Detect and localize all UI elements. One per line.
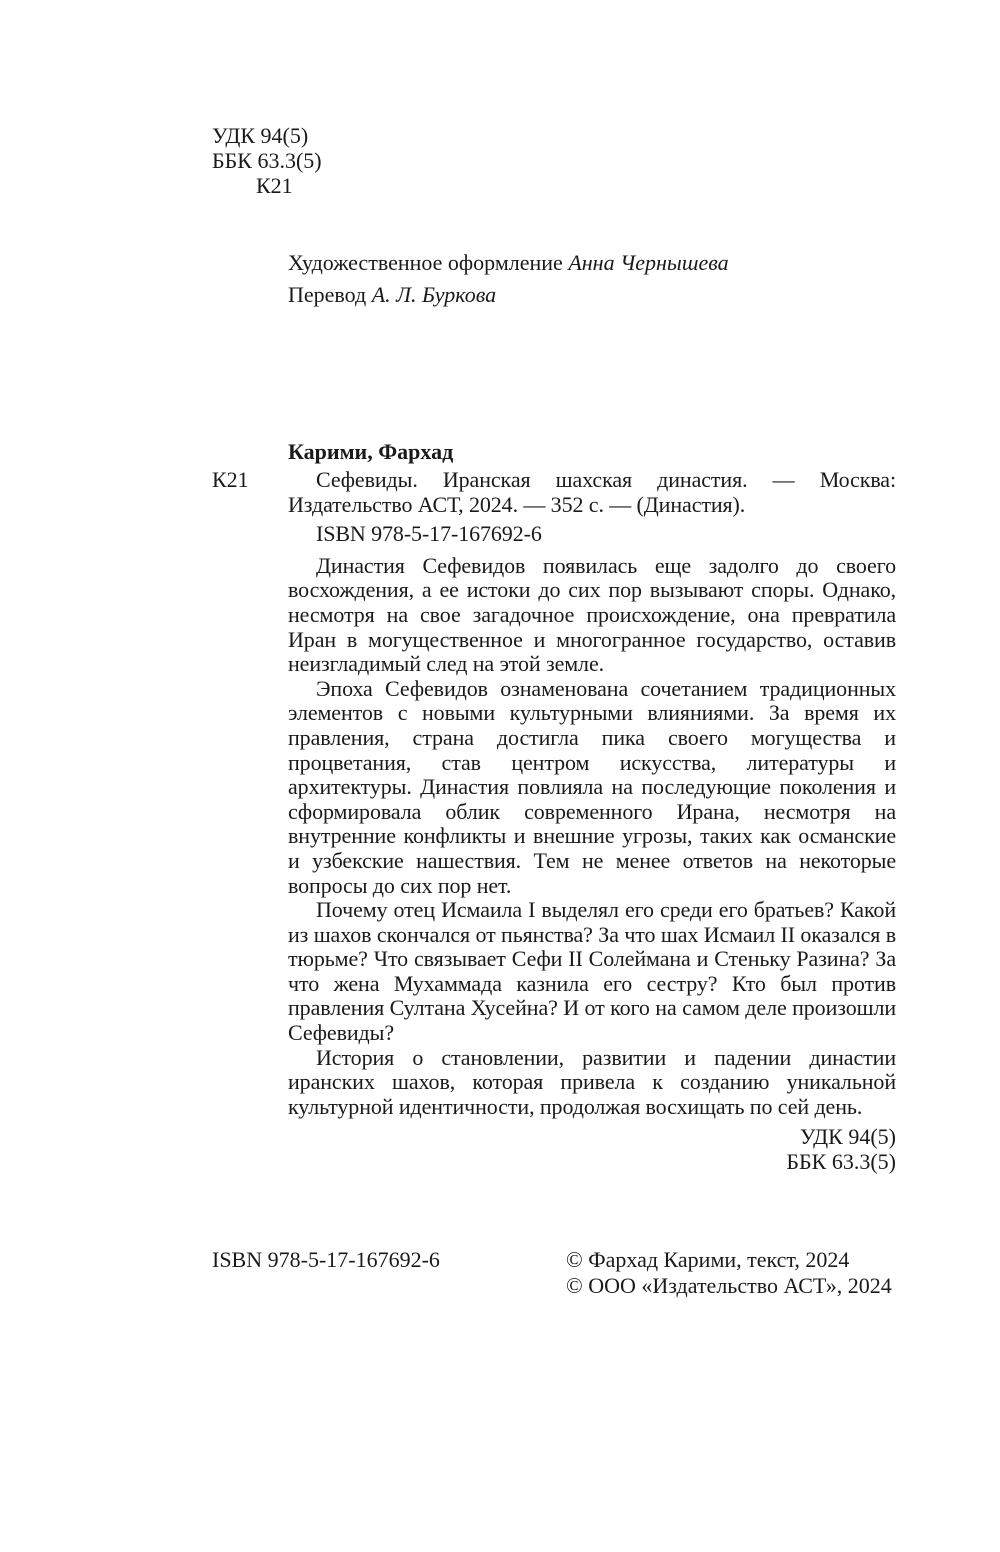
- entry-author: Карими, Фархад: [288, 439, 454, 464]
- design-credit-name: Анна Чернышева: [568, 250, 729, 275]
- bbk-code: ББК 63.3(5): [212, 148, 322, 173]
- bibliographic-description: Сефевиды. Иранская шахская династия. — Москва: Издательство АСТ, 2024. — 352 с. — (Династия).: [288, 467, 896, 517]
- translation-credit-label: Перевод: [288, 282, 367, 307]
- author-mark: К21: [256, 173, 293, 198]
- udk-code: УДК 94(5): [212, 123, 309, 148]
- copyright-publisher: © ООО «Издательство АСТ», 2024: [566, 1273, 892, 1298]
- footer-isbn: ISBN 978-5-17-167692-6: [212, 1247, 440, 1272]
- design-credit: [288, 251, 729, 276]
- annotation-paragraph: Эпоха Сефевидов ознаменована сочетанием традиционных элементов с новыми культурными влияниями. За время их правления, страна достигла пика своего могущества и процветания, став центром искусства, литературы и архитектуры. Династия повлияла на последующие поколения и сформировала облик современного Ирана, несмотря на внутренние конфликты и внешние угрозы, таких как османские и узбекские нашествия. Тем не менее ответов на некоторые вопросы до сих пор нет.: [288, 675, 896, 898]
- translation-credit: [288, 283, 496, 308]
- design-credit-label: Художественное оформление: [288, 250, 563, 275]
- entry-bbk: ББК 63.3(5): [786, 1149, 896, 1175]
- entry-author-mark: К21: [212, 467, 249, 492]
- entry-isbn: ISBN 978-5-17-167692-6: [316, 521, 542, 547]
- annotation-paragraph: Династия Сефевидов появилась еще задолго до своего восхождения, а ее истоки до сих пор вызывают споры. Однако, несмотря на свое загадочное происхождение, она превратила Иран в могущественное и многогранное государство, оставив неизгладимый след на этой земле.: [288, 552, 896, 677]
- annotation-paragraph: История о становлении, развитии и падении династии иранских шахов, которая привела к созданию уникальной культурной идентичности, продолжая восхищать по сей день.: [288, 1044, 896, 1119]
- copyright-author: © Фархад Карими, текст, 2024: [566, 1247, 850, 1272]
- annotation-paragraph: Почему отец Исмаила I выделял его среди его братьев? Какой из шахов скончался от пьянства? За что шах Исмаил II оказался в тюрьме? Что связывает Сефи II Солеймана и Стеньку Разина? За что жена Мухаммада казнила его сестру? Кто был против правления Султана Хусейна? И от кого на самом деле произошли Сефевиды?: [288, 897, 896, 1046]
- entry-udk: УДК 94(5): [799, 1124, 896, 1150]
- catalog-entry: [288, 468, 896, 1175]
- translation-credit-name: А. Л. Буркова: [371, 282, 497, 307]
